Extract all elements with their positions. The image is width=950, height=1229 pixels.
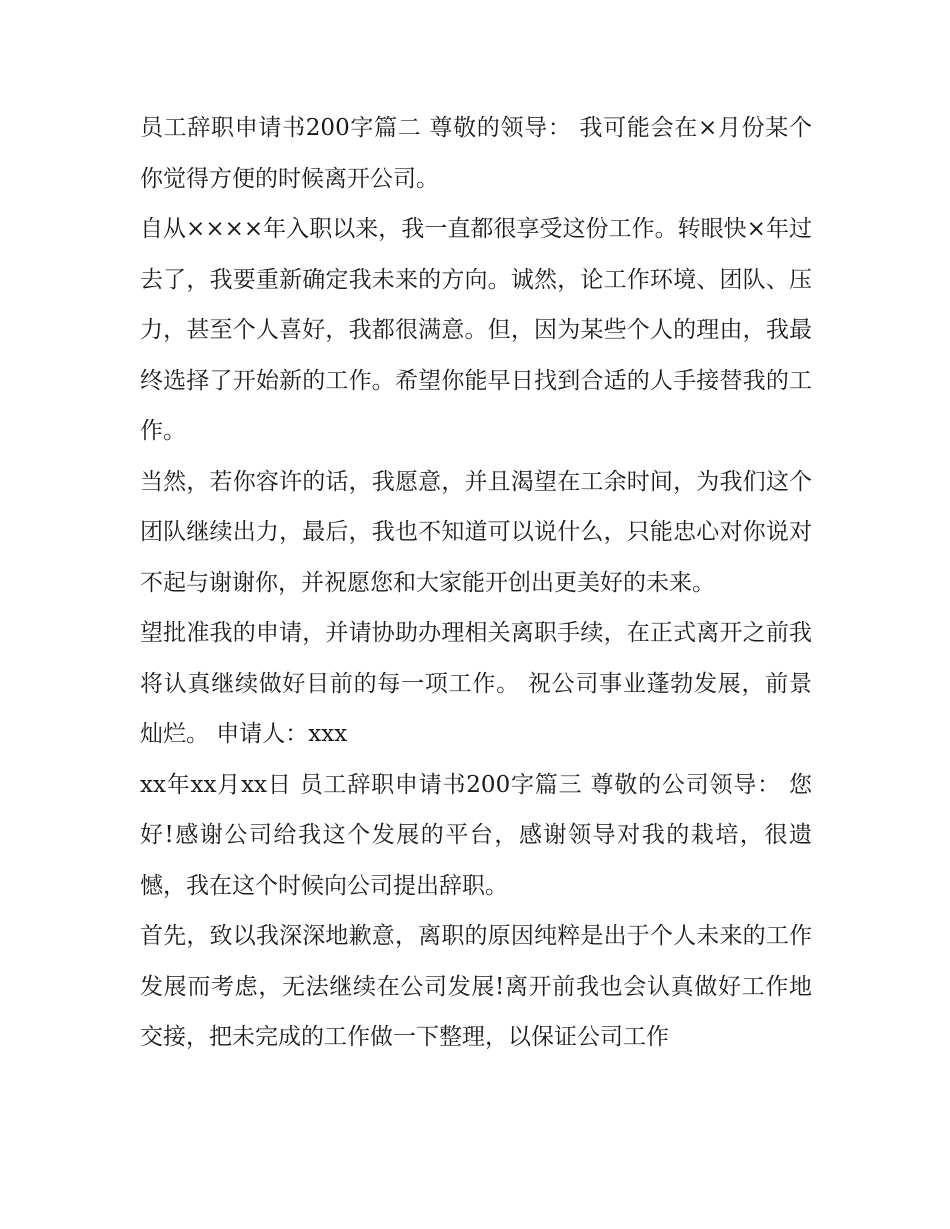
paragraph-1: 员工辞职申请书200字篇二 尊敬的领导： 我可能会在×月份某个你觉得方便的时候离开公司。 — [140, 115, 812, 192]
paragraph-6: 首先，致以我深深地歉意，离职的原因纯粹是出于个人未来的工作发展而考虑，无法继续在公司发展!离开前我也会认真做好工作地交接，把未完成的工作做一下整理，以保证公司工作 — [140, 923, 812, 1050]
document-page — [140, 103, 812, 1063]
paragraph-5: xx年xx月xx日 员工辞职申请书200字篇三 尊敬的公司领导： 您好!感谢公司给我这个发展的平台，感谢领导对我的栽培，很遗憾，我在这个时候向公司提出辞职。 — [140, 771, 812, 899]
paragraph-4: 望批准我的申请，并请协助办理相关离职手续，在正式离开之前我将认真继续做好目前的每一项工作。 祝公司事业蓬勃发展，前景灿烂。 申请人：xxx — [140, 620, 812, 747]
paragraph-3: 当然，若你容许的话，我愿意，并且渴望在工余时间，为我们这个团队继续出力，最后，我也不知道可以说什么，只能忠心对你说对不起与谢谢你，并祝愿您和大家能开创出更美好的未来。 — [140, 468, 812, 596]
paragraph-2: 自从××××年入职以来，我一直都很享受这份工作。转眼快×年过去了，我要重新确定我未来的方向。诚然，论工作环境、团队、压力，甚至个人喜好，我都很满意。但，因为某些个人的理由，我最终选择了开始新的工作。希望你能早日找到合适的人手接替我的工作。 — [140, 216, 812, 444]
